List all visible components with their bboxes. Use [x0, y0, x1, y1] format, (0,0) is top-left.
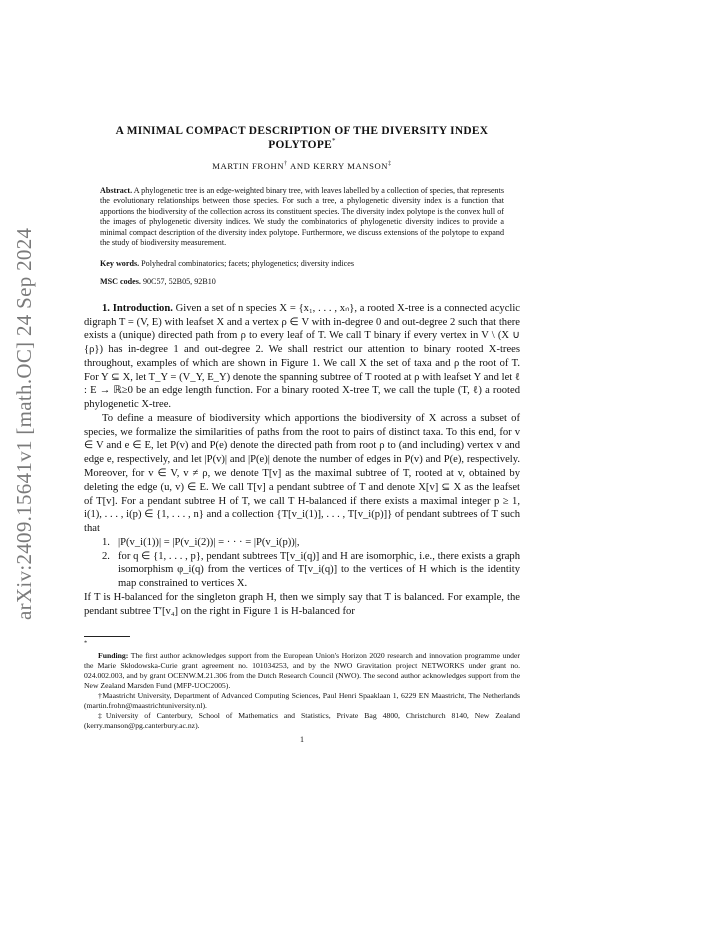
- list-item-number: 1.: [102, 536, 110, 548]
- funding-text: The first author acknowledges support from the European Union's Horizon 2020 research and innovation programme under the Marie Skłodowska-Curie grant agreement no. 101034253, and by the NWO Gravitation project NETWORKS under grant no. 024.002.003, and by grant OCENW.M.21.306 from the Dutch Research Council (NWO). The second author acknowledges support from the New Zealand Marsden Fund (MFP-UOC2005).: [84, 651, 520, 691]
- footnote-affiliation-second: ‡University of Canterbury, School of Mathematics and Statistics, Private Bag 4800, Christchurch 8140, New Zealand (kerry.manson@pg.canterbury.ac.nz).: [84, 711, 520, 731]
- list-item: [102, 550, 520, 591]
- introduction-section: [84, 302, 520, 619]
- keywords-text: Polyhedral combinatorics; facets; phylogenetics; diversity indices: [141, 258, 355, 268]
- list-item-number: 2.: [102, 550, 110, 562]
- paper-page: [84, 124, 520, 746]
- list-item-text: for q ∈ {1, . . . , p}, pendant subtrees T[v_i(q)] and H are isomorphic, i.e., there exists a graph isomorphism φ_i(q) from the vertices of T[v_i(q)] to the vertices of H which is the identity map constrained to vertices X.: [118, 550, 520, 590]
- author-first-mark: †: [284, 160, 288, 167]
- condition-list: [102, 536, 520, 591]
- paragraph-text: If T is H-balanced for the singleton graph H, then we simply say that T is balanced. For example, the pendant subtree T′[v₄] on the right in Figure 1 is H-balanced for: [84, 591, 520, 617]
- funding-label: Funding:: [98, 651, 129, 661]
- abstract: [100, 186, 504, 249]
- arxiv-identifier: arXiv:2409.15641v1 [math.OC] 24 Sep 2024: [12, 227, 36, 620]
- author-conjunction: AND: [287, 160, 314, 171]
- msc-text: 90C57, 52B05, 92B10: [142, 277, 216, 287]
- page-number: 1: [300, 735, 304, 745]
- footnote-rule: [84, 636, 130, 637]
- author-first: MARTIN FROHN: [212, 160, 285, 171]
- paragraph: [84, 302, 520, 412]
- title-footnote-mark: *: [332, 137, 336, 146]
- abstract-label: Abstract.: [100, 185, 133, 195]
- footnote-affiliation-first: †Maastricht University, Department of Advanced Computing Sciences, Paul Henri Spaaklaan 1, 6229 EN Maastricht, The Netherlands (martin.frohn@maastrichtuniversity.nl).: [84, 691, 520, 711]
- abstract-text: A phylogenetic tree is an edge-weighted binary tree, with leaves labelled by a collection of species, that represents the evolutionary relationships between those species. For such a tree, a phylogenetic diversity index is a function that apportions the biodiversity of the collection across its constituent species. The diversity index polytope is the convex hull of the images of phylogenetic diversity indices. We study the combinatorics of phylogenetic diversity indices to provide a minimal compact description of the diversity index polytope. Furthermore, we discuss extensions of the polytope to expand the study of biodiversity measurement.: [100, 185, 505, 248]
- author-second-mark: ‡: [388, 160, 392, 167]
- author-second: KERRY MANSON: [313, 160, 389, 171]
- list-item-text: |P(v_i(1))| = |P(v_i(2))| = · · · = |P(v_i(p))|,: [118, 536, 300, 548]
- msc-label: MSC codes.: [100, 277, 141, 287]
- paragraph-text: Given a set of n species X = {x₁, . . . , xₙ}, a rooted X-tree is a connected acyclic digraph T = (V, E) with leafset X and a vertex ρ ∈ V with in-degree 0 and out-degree 2 such that there exists a (unique) directed path from ρ to every leaf of T. We call T binary if every vertex in V \ (X ∪ {ρ}) has in-degree 1 and out-degree 2. We shall restrict our attention to binary rooted X-trees throughout, examples of which are shown in Figure 1. We call X the set of taxa and ρ the root of T. For Y ⊆ X, let T_Y = (V_Y, E_Y) denote the spanning subtree of T rooted at ρ with leafset Y and let ℓ : E → ℝ≥0 be an edge length function. For a binary rooted X-tree T, we call the tuple (T, ℓ) a rooted phylogenetic X-tree.: [84, 302, 520, 411]
- footnotes: [84, 641, 520, 731]
- footnote-funding: [84, 651, 520, 691]
- footnote-star-mark-line: [84, 641, 520, 651]
- paper-title-text: A MINIMAL COMPACT DESCRIPTION OF THE DIVERSITY INDEX POLYTOPE: [115, 125, 489, 152]
- footnote-star-mark: *: [84, 639, 88, 647]
- msc-codes: [100, 277, 504, 288]
- list-item: [102, 536, 520, 550]
- paper-title: [104, 124, 500, 153]
- section-heading: 1. Introduction.: [102, 302, 173, 314]
- keywords: [100, 259, 504, 270]
- author-line: [84, 161, 520, 172]
- keywords-label: Key words.: [100, 258, 140, 268]
- paragraph: [84, 591, 520, 619]
- paragraph: [84, 412, 520, 536]
- paragraph-text: To define a measure of biodiversity which apportions the biodiversity of X across a subset of species, we formalize the similarities of paths from the root to pairs of distinct taxa. To this end, for v ∈ V and e ∈ E, let P(v) and P(e) denote the directed path from root ρ to (and including) vertex v and edge e, respectively, and let |P(v)| and |P(e)| denote the number of edges in P(v) and P(e), respectively. Moreover, for v ∈ V, v ≠ ρ, we denote T[v] as the maximal subtree of T, rooted at v, obtained by deleting the edge (u, v) ∈ E. We call T[v] a pendant subtree of T and denote X[v] ⊆ X as the leafset of T[v]. For a pendant subtree H of T, we call T H-balanced if there exists a maximal integer p ≥ 1, i(1), . . . , i(p) ∈ {1, . . . , n} and a collection {T[v_i(1)], . . . , T[v_i(p)]} of pendant subtrees of T such that: [84, 412, 520, 535]
